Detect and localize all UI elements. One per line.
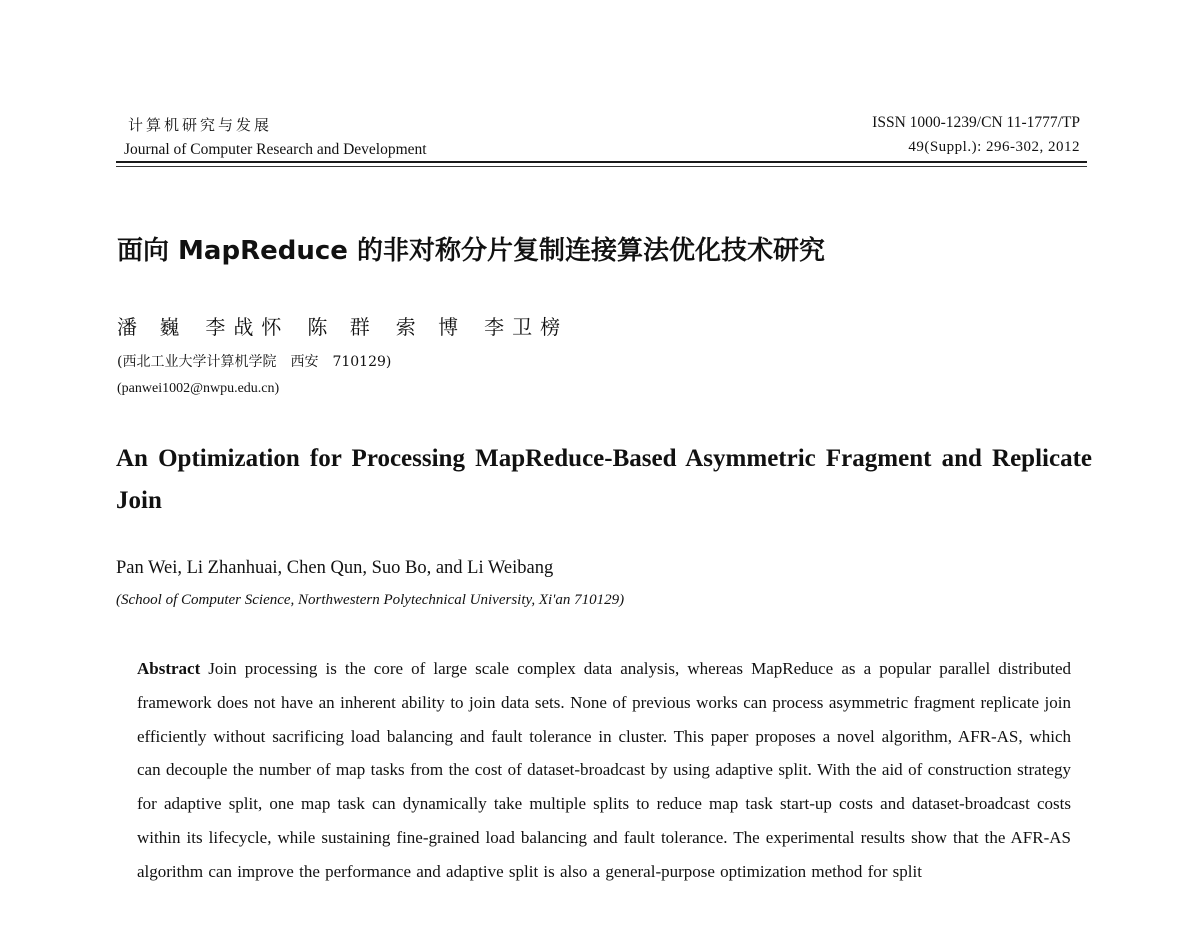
affiliation-en: (School of Computer Science, Northwestern Polytechnical University, Xi'an 710129): [116, 592, 625, 608]
author-cn: 李战怀: [205, 315, 290, 339]
volume-info: 49(Suppl.): 296-302, 2012: [908, 139, 1080, 155]
title-cn: 面向 MapReduce 的非对称分片复制连接算法优化技术研究: [117, 236, 825, 266]
author-cn: 潘 巍: [117, 315, 188, 339]
affiliation-cn: (西北工业大学计算机学院 西安 710129): [117, 354, 392, 370]
author-cn: 陈 群: [307, 315, 378, 339]
header-rule-thick: [116, 161, 1087, 163]
header-rule-thin: [116, 166, 1087, 167]
abstract: [137, 652, 1071, 889]
issn: ISSN 1000-1239/CN 11-1777/TP: [872, 114, 1080, 131]
title-en: An Optimization for Processing MapReduce-Based Asymmetric Fragment and Replicate Join: [116, 445, 1092, 514]
author-cn: 李卫榜: [484, 315, 569, 339]
author-email: (panwei1002@nwpu.edu.cn): [117, 381, 280, 396]
journal-name-en: Journal of Computer Research and Development: [124, 141, 427, 158]
abstract-label: Abstract: [137, 659, 201, 678]
journal-name-cn: 计算机研究与发展: [128, 116, 273, 134]
abstract-text: Join processing is the core of large scale complex data analysis, whereas MapReduce as a popular parallel distributed framework does not have an inherent ability to join data sets. None of previous works can process asymmetric fragment replicate join efficiently without sacrificing load balancing and fault tolerance in cluster. This paper proposes a novel algorithm, AFR-AS, which can decouple the number of map tasks from the cost of dataset-broadcast by using adaptive split. With the aid of construction strategy for adaptive split, one map task can dynamically take multiple splits to reduce map task start-up costs and dataset-broadcast costs within its lifecycle, while sustaining fine-grained load balancing and fault tolerance. The experimental results show that the AFR-AS algorithm can improve the performance and adaptive split is also a general-purpose optimization method for split: [137, 659, 1071, 881]
authors-en: Pan Wei, Li Zhanhuai, Chen Qun, Suo Bo, and Li Weibang: [116, 558, 554, 578]
authors-cn: [117, 311, 568, 340]
author-cn: 索 博: [395, 315, 467, 339]
